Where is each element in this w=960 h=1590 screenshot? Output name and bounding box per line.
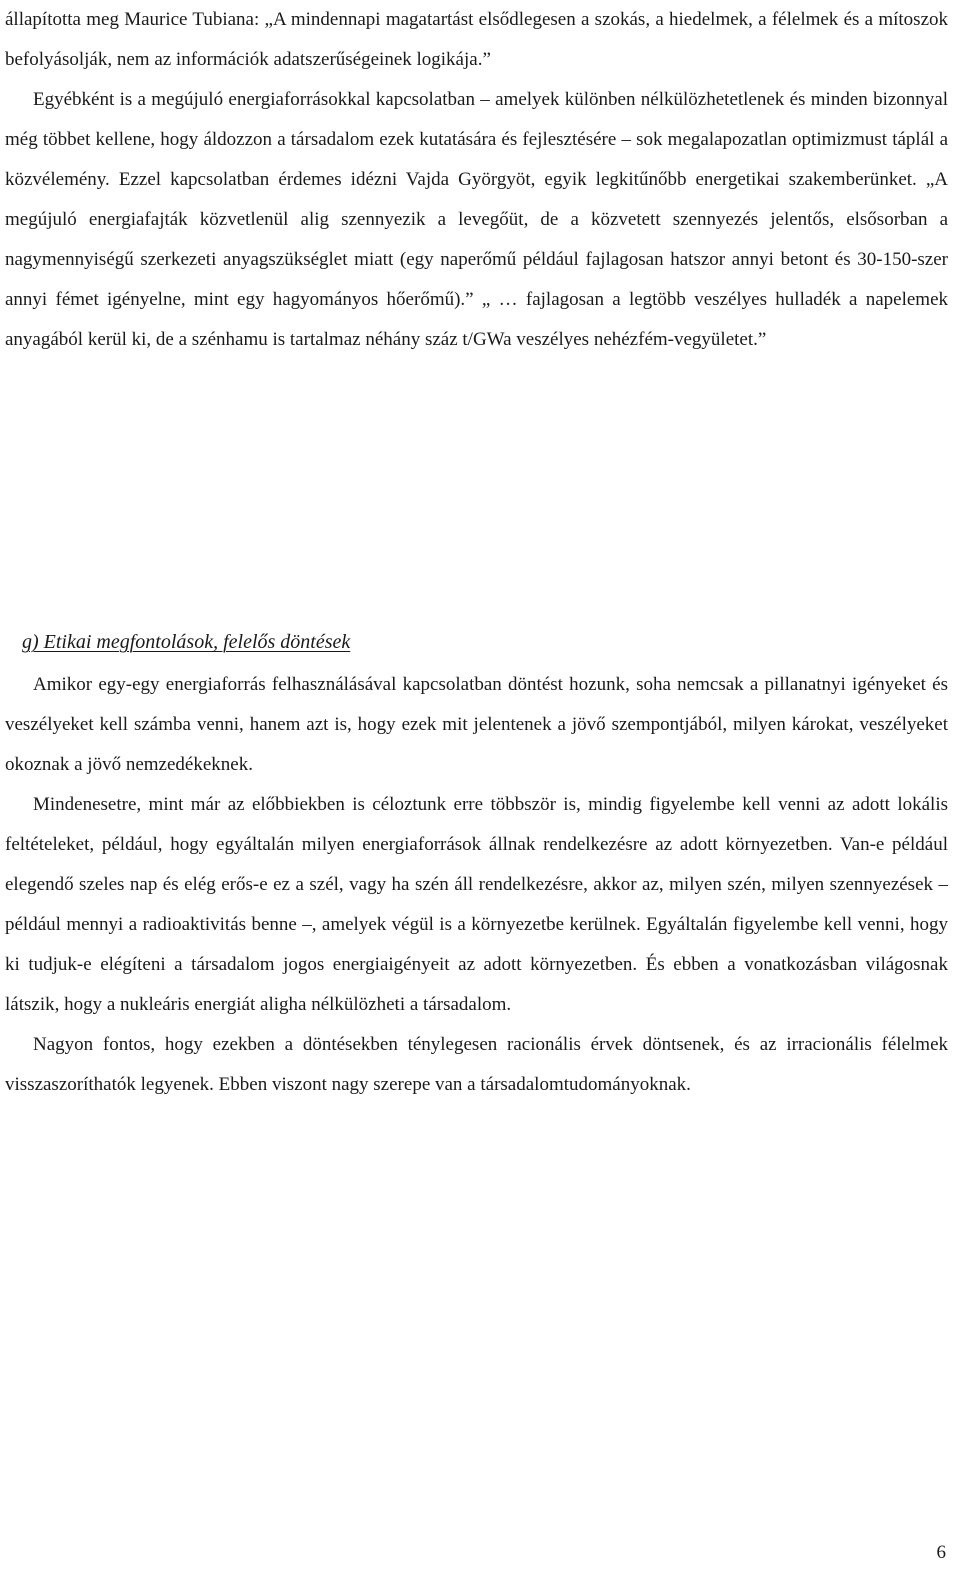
section-heading: g) Etikai megfontolások, felelős döntések bbox=[22, 631, 351, 653]
paragraph-local-conditions: Mindenesetre, mint már az előbbiekben is céloztunk erre többször is, mindig figyelembe kell venni az adott lokális feltételeket, például, hogy egyáltalán milyen energiaforrások állnak rendelkezésre az adott környezetben. Van-e például elegendő szeles nap és elég erős-e ez a szél, vagy ha szén áll rendelkezésre, akkor az, milyen szén, milyen szennyezések – például mennyi a radioaktivitás benne –, amelyek végül is a környezetbe kerülnek. Egyáltalán figyelembe kell venni, hogy ki tudjuk-e elégíteni a társadalom jogos energiaigényeit az adott környezetben. És ebben a vonatkozásban világosnak látszik, hogy a nukleáris energiát aligha nélkülözheti a társadalom. bbox=[5, 794, 948, 1015]
body-text-top bbox=[5, 0, 948, 360]
paragraph-future-generations: Amikor egy-egy energiaforrás felhasználásával kapcsolatban döntést hozunk, soha nemcsak a pillanatnyi igényeket és veszélyeket kell számba venni, hanem azt is, hogy ezek mit jelentenek a jövő szempontjából, milyen károkat, veszélyeket okoznak a jövő nemzedékeknek. bbox=[5, 674, 948, 775]
page-number: 6 bbox=[936, 1542, 946, 1563]
paragraph-tubiana-quote: állapította meg Maurice Tubiana: „A mindennapi magatartást elsődlegesen a szokás, a hiedelmek, a félelmek és a mítoszok befolyásolják, nem az információk adatszerűségeinek logikája.” bbox=[5, 9, 948, 70]
body-text-bottom bbox=[5, 665, 948, 1105]
paragraph-renewable-energy: Egyébként is a megújuló energiaforrásokkal kapcsolatban – amelyek különben nélkülözhetetlenek és minden bizonnyal még többet kellene, hogy áldozzon a társadalom ezek kutatására és fejlesztésére – sok megalapozatlan optimizmust táplál a közvélemény. Ezzel kapcsolatban érdemes idézni Vajda Györgyöt, egyik legkitűnőbb energetikai szakemberünket. „A megújuló energiafajták közvetlenül alig szennyezik a levegőüt, de a közvetett szennyezés jelentős, elsősorban a nagymennyiségű szerkezeti anyagszükséglet miatt (egy naperőmű például fajlagosan hatszor annyi betont és 30-150-szer annyi fémet igényelne, mint egy hagyományos hőerőmű).” „ … fajlagosan a legtöbb veszélyes hulladék a napelemek anyagából kerül ki, de a szénhamu is tartalmaz néhány száz t/GWa veszélyes nehézfém-vegyületet.” bbox=[5, 89, 948, 350]
paragraph-rational-decisions: Nagyon fontos, hogy ezekben a döntésekben ténylegesen racionális érvek döntsenek, és az irracionális félelmek visszaszoríthatók legyenek. Ebben viszont nagy szerepe van a társadalomtudományoknak. bbox=[5, 1034, 948, 1095]
